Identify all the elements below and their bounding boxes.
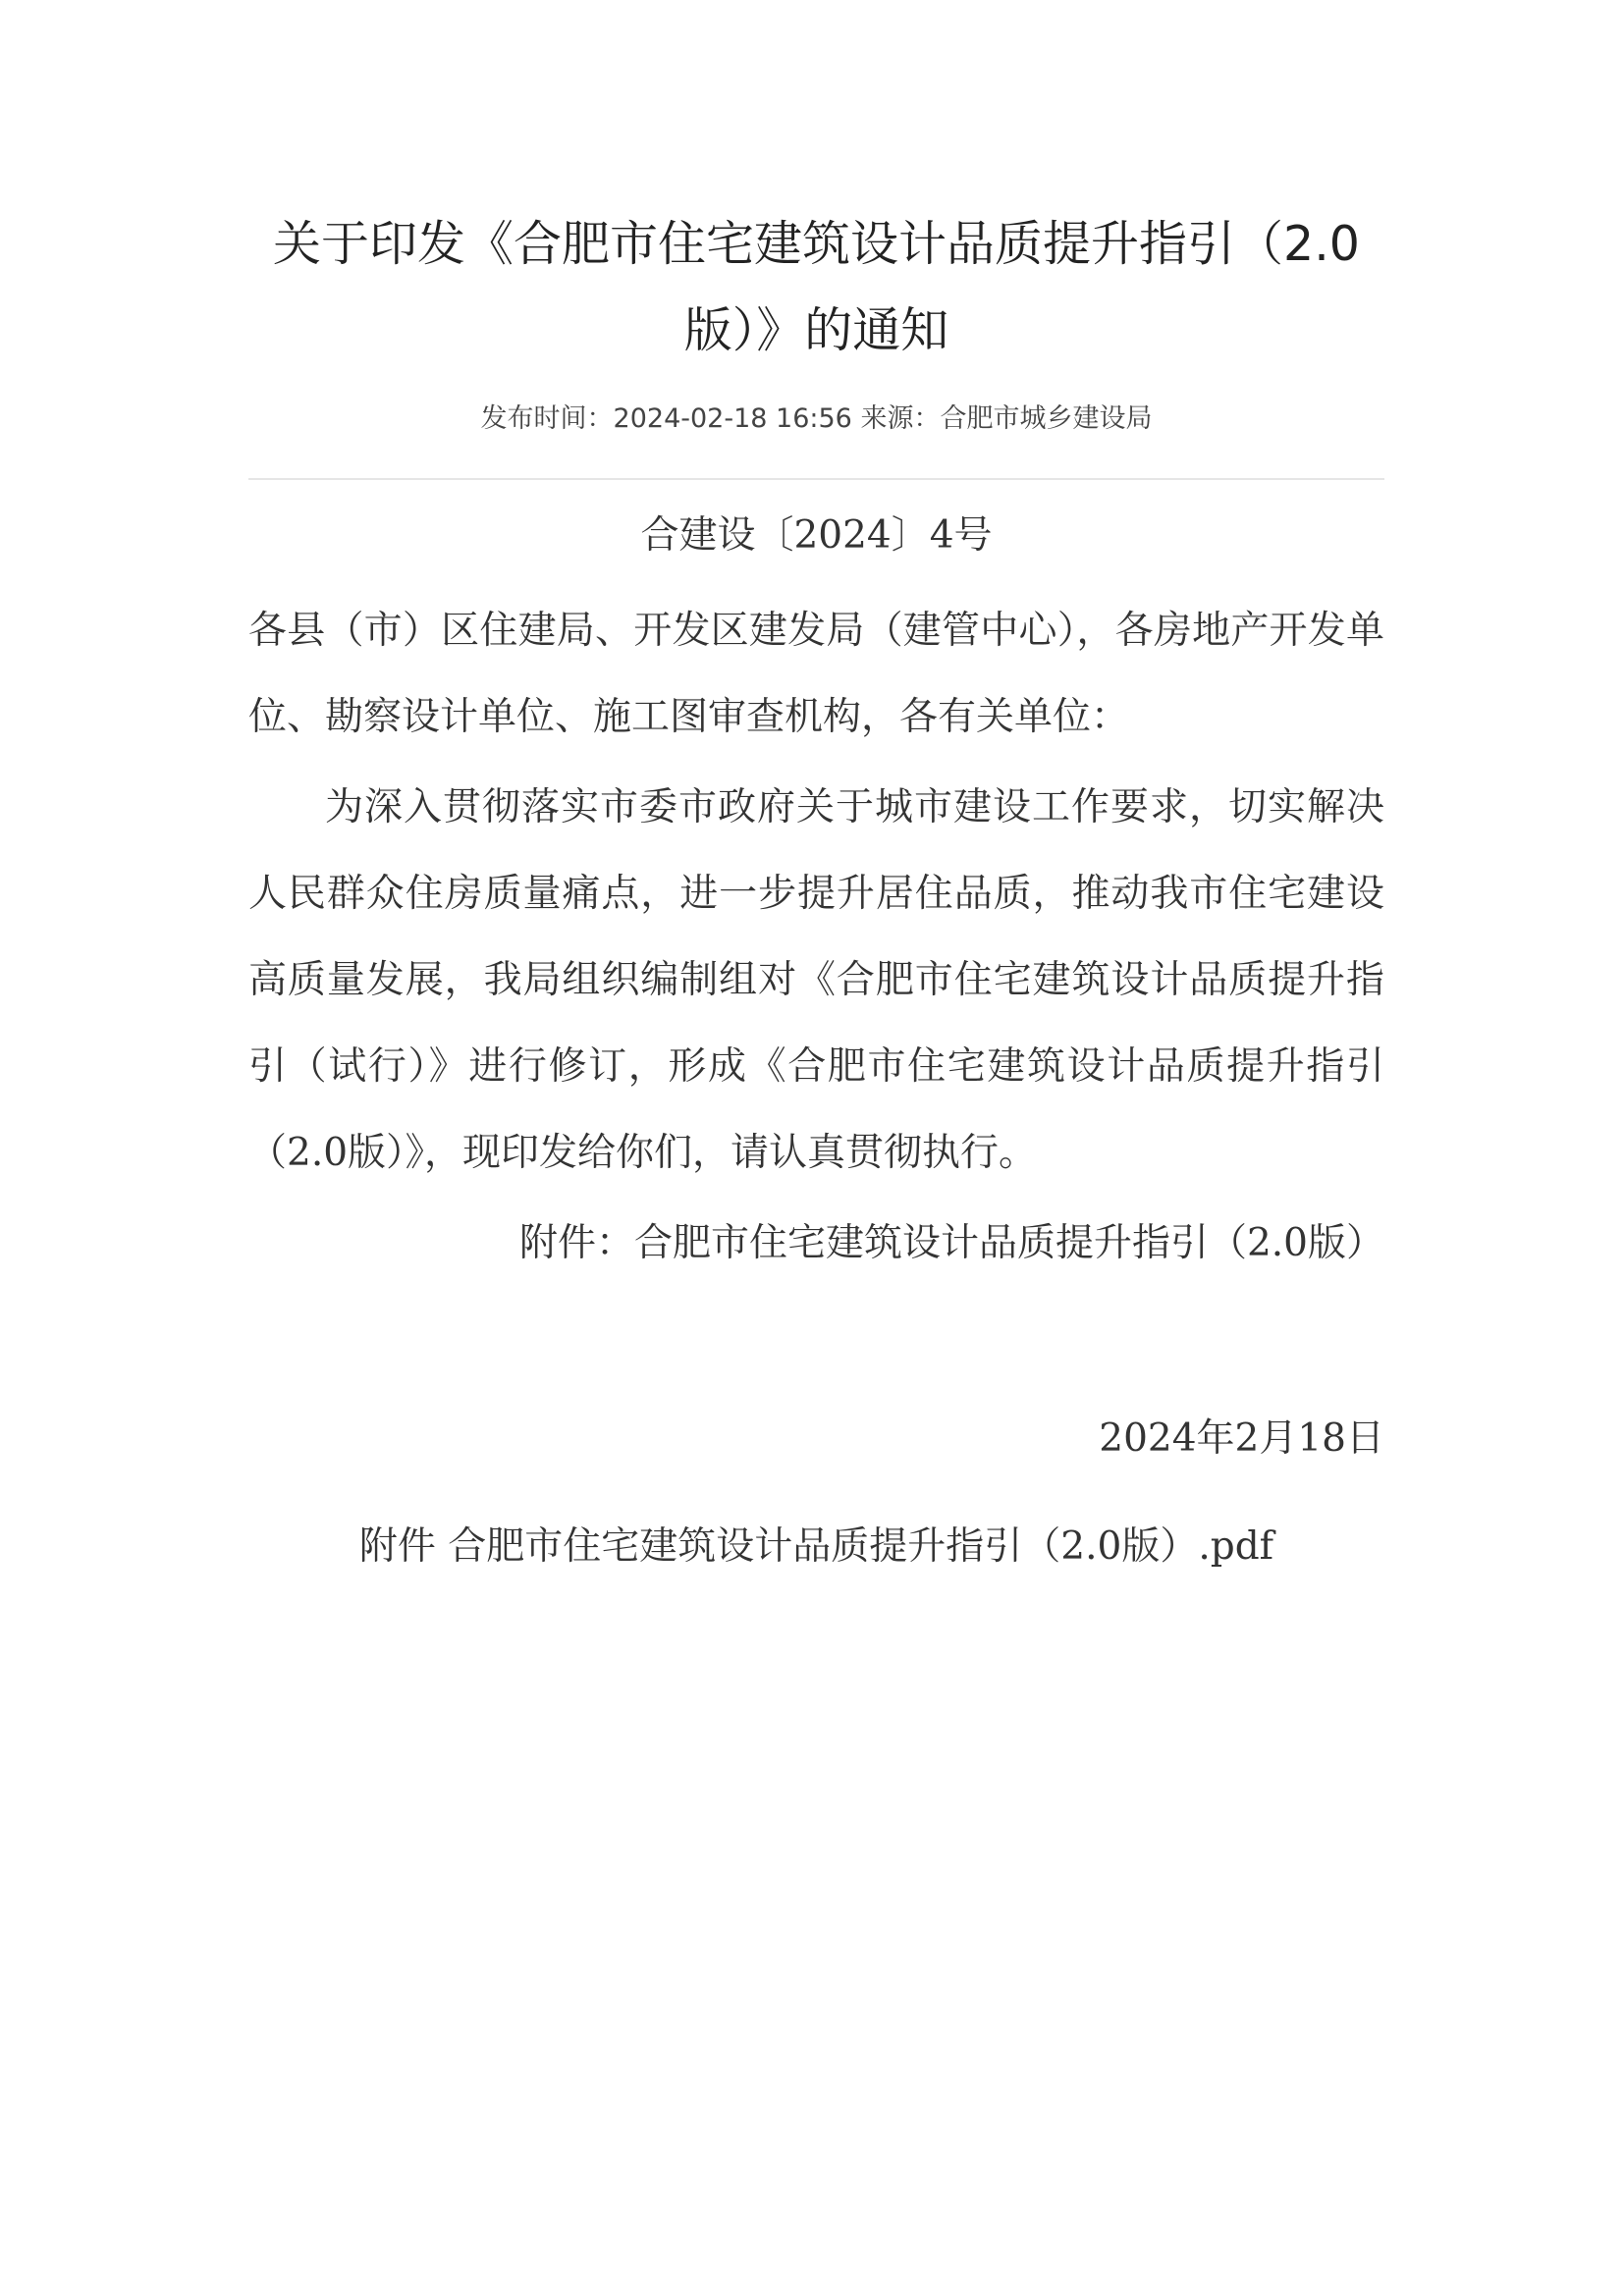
attachment-note: 附件：合肥市住宅建筑设计品质提升指引（2.0版） — [518, 1221, 1384, 1265]
source-label: 来源： — [860, 403, 941, 434]
issue-date: 2024年2月18日 — [1099, 1416, 1384, 1461]
article-title: 关于印发《合肥市住宅建筑设计品质提升指引（2.0版）》的通知 — [273, 216, 1360, 358]
body-paragraph: 为深入贯彻落实市委市政府关于城市建设工作要求，切实解决人民群众住房质量痛点，进一步提升居住品质，推动我市住宅建设高质量发展，我局组织编制组对《合肥市住宅建筑设计品质提升指引（试行）》进行修订，形成《合肥市住宅建筑设计品质提升指引（2.0版）》，现印发给你们，请认真贯彻执行。 — [248, 785, 1384, 1175]
article-meta — [248, 400, 1384, 439]
publish-label: 发布时间： — [480, 403, 614, 434]
attachment-download-link[interactable]: 附件 合肥市住宅建筑设计品质提升指引（2.0版）.pdf — [358, 1524, 1274, 1569]
divider — [248, 478, 1384, 480]
source-name: 合肥市城乡建设局 — [940, 403, 1153, 434]
document-number: 合建设〔2024〕4号 — [640, 513, 993, 558]
publish-time: 2024-02-18 16:56 — [613, 403, 852, 434]
article-page — [248, 0, 1384, 1572]
addressee: 各县（市）区住建局、开发区建发局（建管中心），各房地产开发单位、勘察设计单位、施工图审查机构，各有关单位： — [248, 609, 1384, 739]
